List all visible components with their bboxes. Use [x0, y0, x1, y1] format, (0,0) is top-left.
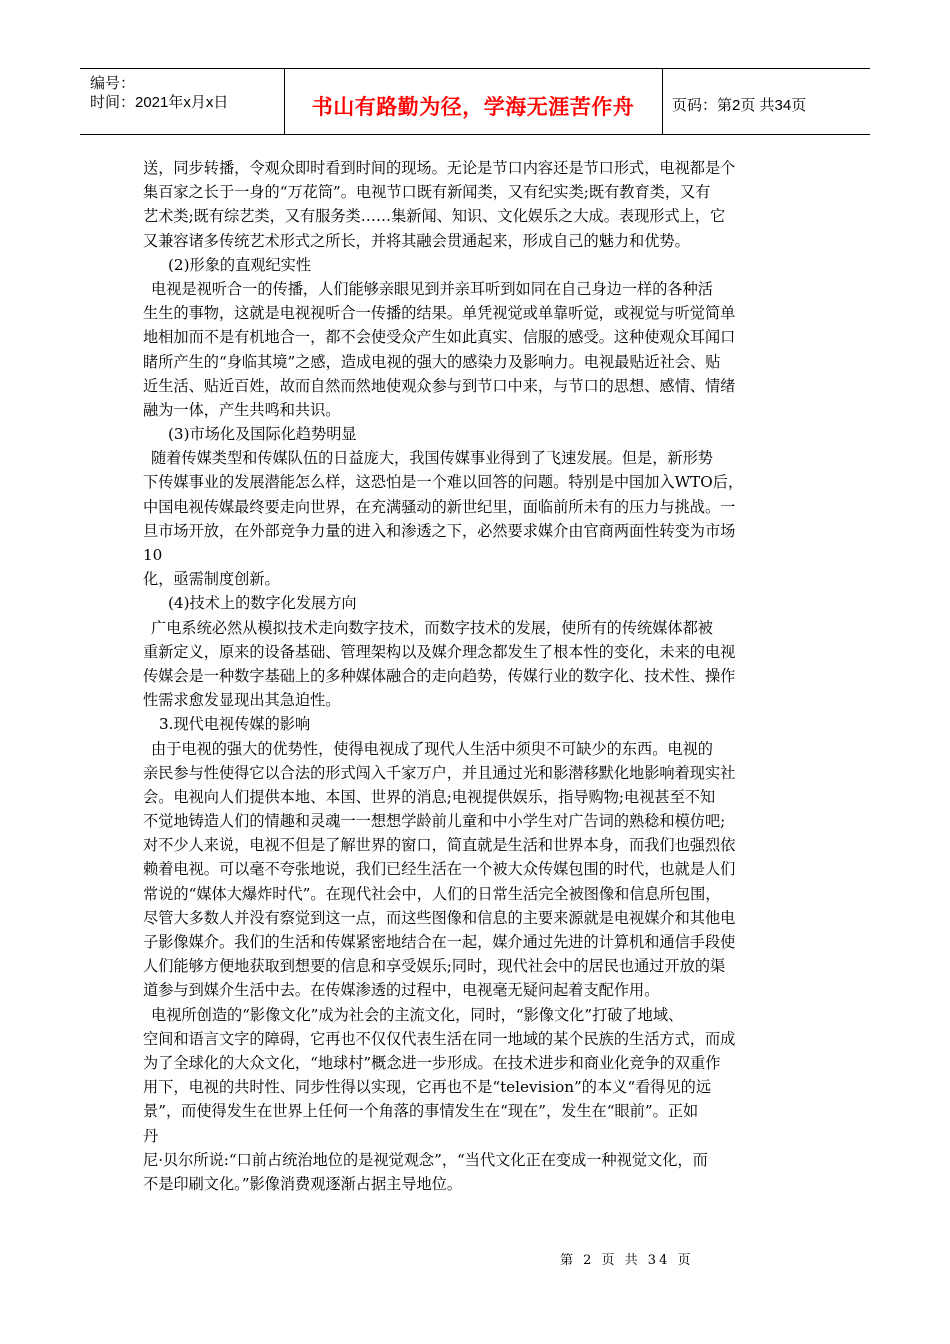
header-motto-cell	[284, 69, 663, 134]
header-info-cell	[80, 69, 285, 134]
text-line: 道参与到媒介生活中去。在传媒渗透的过程中，电视毫无疑问起着支配作用。	[143, 981, 660, 1000]
text-line: 旦市场开放，在外部竞争力量的进入和渗透之下，必然要求媒介由官商两面性转变为市场	[143, 521, 736, 540]
text-line: 赖着电视。可以毫不夸张地说，我们已经生活在一个被大众传媒包围的时代，也就是人们	[143, 860, 736, 879]
document-body	[143, 156, 808, 1196]
header-page-number: 页码：第2页 共34页	[672, 97, 807, 114]
text-line: 艺术类;既有综艺类，又有服务类……集新闻、知识、文化娱乐之大成。表现形式上，它	[143, 207, 726, 226]
text-line: 人们能够方便地获取到想要的信息和享受娱乐;同时，现代社会中的居民也通过开放的渠	[143, 957, 726, 976]
text-line: 对不少人来说，电视不但是了解世界的窗口，简直就是生活和世界本身，而我们也强烈依	[143, 836, 736, 855]
text-line: 生生的事物，这就是电视视听合一传播的结果。单凭视觉或单靠听觉，或视觉与听觉简单	[143, 304, 736, 323]
text-line: 电视是视听合一的传播，人们能够亲眼见到并亲耳听到如同在自己身边一样的各种活	[151, 279, 713, 298]
text-line: 睹所产生的“身临其境”之感，造成电视的强大的感染力及影响力。电视最贴近社会、贴	[143, 352, 721, 371]
text-line: 化，亟需制度创新。	[143, 570, 280, 589]
text-line: 不觉地铸造人们的情趣和灵魂一一想想学龄前儿童和中小学生对广告词的熟稔和模仿吧;	[143, 812, 726, 831]
text-line: 空间和语言文字的障碍，它再也不仅仅代表生活在同一地域的某个民族的生活方式，而成	[143, 1029, 736, 1048]
text-line: 又兼容诸多传统艺术形式之所长，并将其融会贯通起来，形成自己的魅力和优势。	[143, 231, 690, 250]
page-footer: 第 2 页 共 34 页	[560, 1253, 694, 1268]
header-motto: 书山有路勤为径，学海无涯苦作舟	[311, 95, 635, 119]
header-page-cell	[662, 69, 870, 134]
text-line: 性需求愈发显现出其急迫性。	[143, 691, 341, 710]
text-line: 送，同步转播，令观众即时看到时间的现场。无论是节口内容还是节口形式，电视都是个	[143, 159, 736, 177]
text-line: 3.现代电视传媒的影响	[159, 715, 311, 734]
text-line: 传媒会是一种数字基础上的多种媒体融合的走向趋势，传媒行业的数字化、技术性、操作	[143, 666, 736, 685]
text-line: 不是印刷文化。”影像消费观逐渐占据主导地位。	[143, 1174, 463, 1193]
text-line: 常说的“媒体大爆炸时代”。在现代社会中，人们的日常生活完全被图像和信息所包围，	[143, 884, 721, 903]
text-line: 子影像媒介。我们的生活和传媒紧密地结合在一起，媒介通过先进的计算机和通信手段使	[143, 933, 736, 951]
text-line: 亲民参与性使得它以合法的形式闯入千家万户，并且通过光和影潜移默化地影响着现实社	[143, 763, 736, 782]
text-line: 重新定义，原来的设备基础、管理架构以及媒介理念都发生了根本性的变化，未来的电视	[143, 642, 736, 661]
text-line: (2)形象的直观纪实性	[168, 255, 312, 274]
text-line: 广电系统必然从模拟技术走向数字技术，而数字技术的发展，使所有的传统媒体都被	[151, 618, 713, 637]
text-line: 由于电视的强大的优势性，使得电视成了现代人生活中须臾不可缺少的东西。电视的	[151, 739, 713, 758]
text-line: 下传媒事业的发展潜能怎么样，这恐怕是一个难以回答的问题。特别是中国加入WTO后，	[143, 473, 744, 492]
document-date-label: 时间：2021年x月x日	[90, 94, 229, 111]
document-number-label: 编号：	[90, 75, 136, 92]
text-line: 10	[143, 546, 163, 564]
text-line: 景”，而使得发生在世界上任何一个角落的事情发生在“现在”，发生在“眼前”。正如	[143, 1102, 699, 1121]
text-line: 随着传媒类型和传媒队伍的日益庞大，我国传媒事业得到了飞速发展。但是，新形势	[151, 449, 713, 468]
text-line: 尼·贝尔所说:“口前占统治地位的是视觉观念”，“当代文化正在变成一种视觉文化，而	[143, 1150, 708, 1169]
text-line: 会。电视向人们提供本地、本国、世界的消息;电视提供娱乐，指导购物;电视甚至不知	[143, 787, 716, 806]
text-line: 尽管大多数人并没有察觉到这一点，而这些图像和信息的主要来源就是电视媒介和其他电	[143, 908, 736, 927]
text-line: 用下，电视的共时性、同步性得以实现，它再也不是“television”的本义“看得见的远	[143, 1078, 712, 1097]
text-line: 近生活、贴近百姓，故而自然而然地使观众参与到节口中来，与节口的思想、感情、情绪	[143, 376, 736, 395]
text-line: 中国电视传媒最终要走向世界，在充满骚动的新世纪里，面临前所未有的压力与挑战。一	[143, 497, 736, 516]
text-line: (4)技术上的数字化发展方向	[168, 594, 357, 613]
text-line: 融为一体，产生共鸣和共识。	[143, 400, 341, 419]
text-line: 丹	[143, 1126, 159, 1145]
text-line: 电视所创造的“影像文化”成为社会的主流文化，同时，“影像文化”打破了地域、	[151, 1005, 684, 1024]
page-header	[80, 68, 870, 135]
text-line: 集百家之长于一身的“万花筒”。电视节口既有新闻类，又有纪实类;既有教育类，又有	[143, 183, 711, 202]
text-line: 为了全球化的大众文化，“地球村”概念进一步形成。在技术进步和商业化竞争的双重作	[143, 1053, 721, 1072]
text-line: (3)市场化及国际化趋势明显	[168, 425, 357, 444]
text-line: 地相加而不是有机地合一，都不会使受众产生如此真实、信服的感受。这种使观众耳闻口	[143, 328, 736, 347]
